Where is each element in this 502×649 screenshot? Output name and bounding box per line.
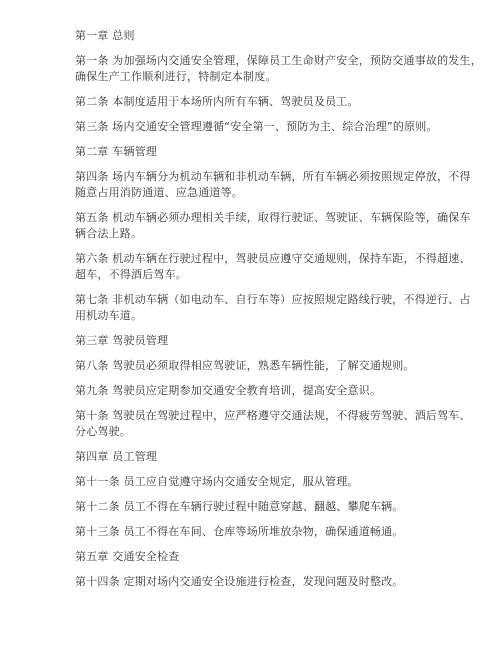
- article-paragraph: [75, 474, 475, 490]
- text-line: 第十二条 员工不得在车辆行驶过程中随意穿越、翻越、攀爬车辆。: [75, 500, 404, 513]
- text-line: 分心驾驶。: [75, 425, 131, 438]
- article-paragraph: [75, 408, 475, 440]
- chapter-heading: [75, 144, 475, 160]
- chapter-heading: [75, 28, 475, 44]
- text-line: 第八条 驾驶员必须取得相应驾驶证，熟悉车辆性能，了解交通规则。: [75, 359, 415, 372]
- text-line: 第四章 员工管理: [75, 450, 158, 463]
- chapter-heading: [75, 449, 475, 465]
- text-line: 辆合法上路。: [75, 227, 143, 240]
- document-page: [75, 28, 482, 599]
- article-paragraph: [75, 292, 475, 324]
- text-line: 用机动车道。: [75, 309, 143, 322]
- article-paragraph: [75, 210, 475, 242]
- text-line: 第十一条 员工应自觉遵守场内交通安全规定，服从管理。: [75, 475, 359, 488]
- text-line: 第一条 为加强场内交通安全管理，保障员工生命财产安全，预防交通事故的发生，: [75, 54, 482, 67]
- article-paragraph: [75, 524, 475, 540]
- article-paragraph: [75, 358, 475, 374]
- article-paragraph: [75, 251, 475, 283]
- text-line: 第十条 驾驶员在驾驶过程中，应严格遵守交通法规，不得疲劳驾驶、酒后驾车、: [75, 409, 471, 422]
- text-line: 随意占用消防通道、应急通道等。: [75, 186, 243, 199]
- article-paragraph: [75, 383, 475, 399]
- text-line: 第七条 非机动车辆（如电动车、自行车等）应按照规定路线行驶，不得逆行、占: [75, 293, 471, 306]
- chapter-heading: [75, 333, 475, 349]
- article-paragraph: [75, 169, 475, 201]
- text-line: 第二章 车辆管理: [75, 145, 158, 158]
- text-line: 第十四条 定期对场内交通安全设施进行检查，发现问题及时整改。: [75, 575, 404, 588]
- text-line: 第六条 机动车辆在行驶过程中，驾驶员应遵守交通规则，保持车距，不得超速、: [75, 252, 471, 265]
- article-paragraph: [75, 119, 475, 135]
- article-paragraph: [75, 574, 475, 590]
- article-paragraph: [75, 94, 475, 110]
- text-line: 确保生产工作顺利进行，特制定本制度。: [75, 70, 277, 83]
- text-line: 超车，不得酒后驾车。: [75, 268, 187, 281]
- text-line: 第三条 场内交通安全管理遵循“安全第一、预防为主、综合治理”的原则。: [75, 120, 438, 133]
- text-line: 第五条 机动车辆必须办理相关手续，取得行驶证、驾驶证、车辆保险等，确保车: [75, 211, 471, 224]
- text-line: 第三章 驾驶员管理: [75, 334, 169, 347]
- text-line: 第四条 场内车辆分为机动车辆和非机动车辆，所有车辆必须按照规定停放，不得: [75, 170, 471, 183]
- article-paragraph: [75, 53, 482, 85]
- text-line: 第一章 总则: [75, 29, 135, 42]
- text-line: 第二条 本制度适用于本场所内所有车辆、驾驶员及员工。: [75, 95, 359, 108]
- chapter-heading: [75, 549, 475, 565]
- text-line: 第九条 驾驶员应定期参加交通安全教育培训，提高安全意识。: [75, 384, 382, 397]
- text-line: 第十三条 员工不得在车间、仓库等场所堆放杂物，确保通道畅通。: [75, 525, 404, 538]
- text-line: 第五章 交通安全检查: [75, 550, 180, 563]
- article-paragraph: [75, 499, 475, 515]
